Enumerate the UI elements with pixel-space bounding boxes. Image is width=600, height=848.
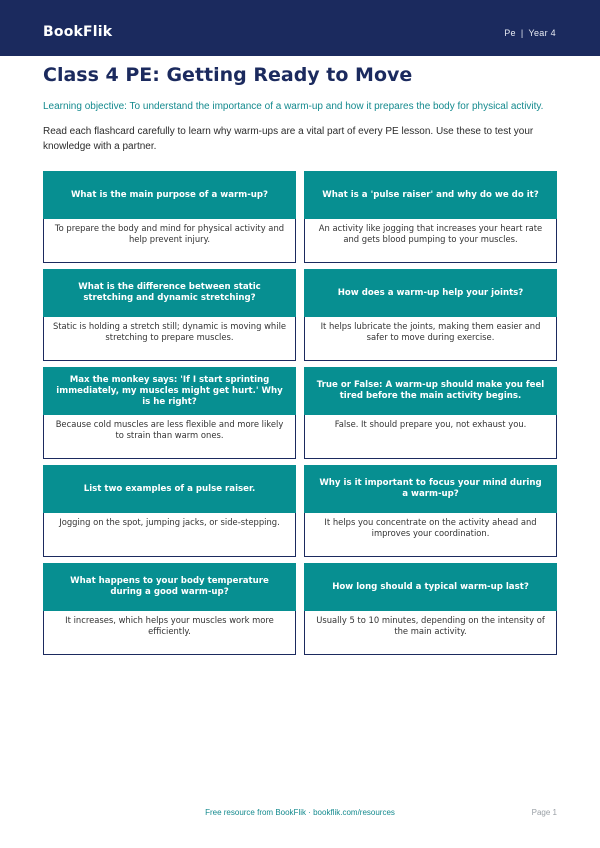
flashcard-question: What is a 'pulse raiser' and why do we do it? <box>304 171 557 219</box>
breadcrumb-year: Year 4 <box>528 28 556 38</box>
flashcard-answer: It helps lubricate the joints, making them easier and safer to move during exercise. <box>304 317 557 361</box>
breadcrumb-separator: | <box>520 28 524 38</box>
flashcard-question: List two examples of a pulse raiser. <box>43 465 296 513</box>
flashcard-question: Max the monkey says: 'If I start sprinting immediately, my muscles might get hurt.' Why is he right? <box>43 367 296 415</box>
flashcard-question: What is the difference between static stretching and dynamic stretching? <box>43 269 296 317</box>
footer-resource-link[interactable]: Free resource from BookFlik · bookflik.com/resources <box>205 808 395 817</box>
flashcard <box>43 465 296 557</box>
learning-objective: Learning objective: To understand the importance of a warm-up and how it prepares the body for physical activity. <box>43 101 544 112</box>
flashcard-answer: Static is holding a stretch still; dynamic is moving while stretching to prepare muscles. <box>43 317 296 361</box>
brand-logo-text[interactable]: BookFlik <box>43 24 113 40</box>
flashcard-answer: It increases, which helps your muscles work more efficiently. <box>43 611 296 655</box>
intro-text: Read each flashcard carefully to learn why warm-ups are a vital part of every PE lesson. Use these to test your knowledge with a partner. <box>43 126 534 152</box>
flashcard <box>304 171 557 263</box>
flashcard-answer: Usually 5 to 10 minutes, depending on the intensity of the main activity. <box>304 611 557 655</box>
flashcard-question: How long should a typical warm-up last? <box>304 563 557 611</box>
flashcard-question: True or False: A warm-up should make you feel tired before the main activity begins. <box>304 367 557 415</box>
flashcard-answer: It helps you concentrate on the activity ahead and improves your coordination. <box>304 513 557 557</box>
flashcard <box>304 367 557 459</box>
breadcrumb <box>504 28 556 38</box>
flashcard-grid <box>43 171 557 655</box>
page-number: Page 1 <box>531 808 557 817</box>
flashcard-question: How does a warm-up help your joints? <box>304 269 557 317</box>
flashcard <box>43 171 296 263</box>
flashcard-answer: Jogging on the spot, jumping jacks, or side-stepping. <box>43 513 296 557</box>
flashcard-question: Why is it important to focus your mind during a warm-up? <box>304 465 557 513</box>
flashcard-question: What happens to your body temperature during a good warm-up? <box>43 563 296 611</box>
flashcard <box>43 563 296 655</box>
flashcard <box>304 563 557 655</box>
flashcard <box>304 269 557 361</box>
page-title: Class 4 PE: Getting Ready to Move <box>43 64 413 86</box>
flashcard-question: What is the main purpose of a warm-up? <box>43 171 296 219</box>
breadcrumb-subject: Pe <box>504 28 516 38</box>
flashcard-answer: False. It should prepare you, not exhaust you. <box>304 415 557 459</box>
flashcard-answer: Because cold muscles are less flexible and more likely to strain than warm ones. <box>43 415 296 459</box>
flashcard-answer: An activity like jogging that increases your heart rate and gets blood pumping to your muscles. <box>304 219 557 263</box>
flashcard <box>43 269 296 361</box>
top-header-bar <box>0 0 600 56</box>
flashcard <box>43 367 296 459</box>
flashcard-answer: To prepare the body and mind for physical activity and help prevent injury. <box>43 219 296 263</box>
flashcard <box>304 465 557 557</box>
